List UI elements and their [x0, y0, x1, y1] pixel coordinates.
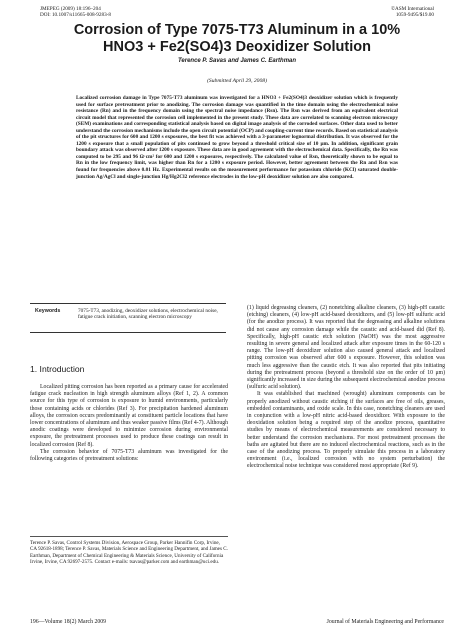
- footer-left: 196—Volume 18(2) March 2009: [30, 619, 107, 625]
- issn-price: 1059-9495/$19.00: [395, 12, 434, 19]
- doi[interactable]: DOI: 10.1007/s11665-008-9283-8: [40, 12, 111, 19]
- copyright: ©ASM International: [391, 6, 434, 12]
- left-column: [30, 384, 228, 463]
- paper-title-line2: HNO3 + Fe2(SO4)3 Deoxidizer Solution: [103, 39, 371, 55]
- intro-paragraph-1: Localized pitting corrosion has been reported as a primary cause for accelerated fatigue crack nucleation in high strength aluminum alloys (Ref 1, 2). A common source for this type of corrosion is exposure to humid environments, particularly those containing acids or chlorides (Ref 3). For precipitation hardened aluminum alloys, the corrosion occurs predominantly at constituent particle locations that have lower concentrations of aluminum and thus weaker passive films (Ref 4-7). Although anodic coatings were developed to minimize corrosion during environmental exposure, the pretreatment processes used to produce these coatings can result in localized corrosion (Ref 8).: [30, 384, 229, 448]
- running-header-left: [40, 6, 111, 19]
- keywords-text: 7075-T73, anodizing, deoxidizer solutions, electrochemical noise, fatigue crack initiation, scanning electron microscopy: [78, 308, 218, 321]
- authors: Terence P. Savas and James C. Earthman: [177, 58, 297, 64]
- keywords-label: Keywords: [35, 308, 61, 314]
- journal-citation: JMEPEG (2009) 18:196–204: [40, 6, 101, 12]
- footer-right: Journal of Materials Engineering and Performance: [326, 619, 444, 625]
- running-header-right: [391, 6, 434, 19]
- intro-paragraph-2: The corrosion behavior of 7075-T73 aluminum was investigated for the following categories of pretreatment solutions:: [30, 448, 228, 463]
- abstract: Localized corrosion damage in Type 7075-T73 aluminum was investigated for a HNO3 + Fe2(SO4)3 deoxidizer solution which is frequently used for surface pretreatment prior to anodizing. The corrosion damage was quantified in the time domain using the electrochemical noise resistance (Rn) and in the frequency domain using the spectral noise impedance (Rsn). The Rsn was derived from an equivalent electrical circuit model that represented the corrosion cell implemented in the present study. These data are correlated to scanning electron microscopy (SEM) examinations and corresponding statistical analysis based on digital image analysis of the corroded surfaces. Other data used to better understand the corrosion mechanisms include the open circuit potential (OCP) and coupling-current time records. Based on statistical analysis of the pit structures for 600 and 1200 s exposures, the best fit was achieved with a 3-parameter lognormal distribution. It was observed for the 1200 s exposure that a small population of pits continued to grow beyond a threshold critical size of 10 μm. In addition, significant grain boundary attack was observed after 1200 s exposure. These data are in good agreement with the electrochemical data. Specifically, the Rn was computed to be 295 and 96 Ω·cm² for 600 and 1200 s exposures, respectively. The calculated value of Rsn, theoretically shown to be equal to Rn in the low frequency limit, was higher than Rn for a 1200 s exposure period. However, better agreement between the Rn and Rsn was found for frequencies above 0.01 Hz. Experimental results on the measurement performance for potassium chloride (KCl) saturated double-junction Ag/AgCl and single-junction Hg/Hg2Cl2 reference electrodes in the low-pH deoxidizer solution are also compared.: [76, 95, 398, 180]
- section-heading-introduction: 1. Introduction: [30, 364, 85, 374]
- right-paragraph-1: (1) liquid degreasing cleaners, (2) nonetching alkaline cleaners, (3) high-pH caustic (etching) cleaners, (4) low-pH acid-based deoxidizers, and (5) low-pH sulfuric acid (for the anodize process). It was reported that the degreasing and alkaline solutions did not cause any corrosion damage while the caustic and acid-based did (Ref 8). Specifically, high-pH caustic etch solution (NaOH) was the most aggressive resulting in severe general and localized attack after exposure times in the 60-120 s range. The low-pH deoxidizer solution also caused general attack and localized pitting corrosion was observed after 600 s exposure. However, this solution was much less aggressive than the caustic etch. It was also reported that pits initiating during the pretreatment process (beyond a threshold size on the order of 10 μm) significantly increased in size during the subsequent electrochemical anodize process (sulfuric acid solution).: [247, 305, 445, 391]
- author-footnote: Terence P. Savas, Control Systems Division, Aerospace Group, Parker Hannifin Corp, Irvine, CA 92618-1898; Terence P. Savas, Materials Science and Engineering Department, and James C. Earthman, Department of Chemical Engineering & Materials Science, University of California Irvine, Irvine, CA 92697-2575. Contact e-mails: tsavas@parker.com and earthman@uci.edu.: [30, 536, 228, 565]
- right-column: [247, 305, 445, 471]
- keywords-box: [30, 303, 226, 333]
- paper-title: [40, 22, 434, 56]
- submission-date: (Submitted April 29, 2008): [207, 78, 267, 84]
- right-paragraph-2: It was established that machined (wrought) aluminum components can be properly anodized without caustic etching if the surfaces are free of oils, greases, embedded contaminants, and oxide scale. In this case, nonetching cleaners are used in conjunction with a low-pH nitric acid-based deoxidizer. With exposure to the deoxidation solution being a required step of the anodize process, quantitative studies by means of electrochemical measurements are considered necessary to better understand the corrosion mechanisms. For most pretreatment processes the baths are agitated but there are no induced electrochemical reactions, such as in the case of the anodizing process. To properly simulate this process in a laboratory environment (i.e., localized corrosion with no system perturbation) the electrochemical noise technique was considered most appropriate (Ref 9).: [247, 391, 445, 470]
- paper-title-line1: Corrosion of Type 7075-T73 Aluminum in a 10%: [73, 22, 401, 38]
